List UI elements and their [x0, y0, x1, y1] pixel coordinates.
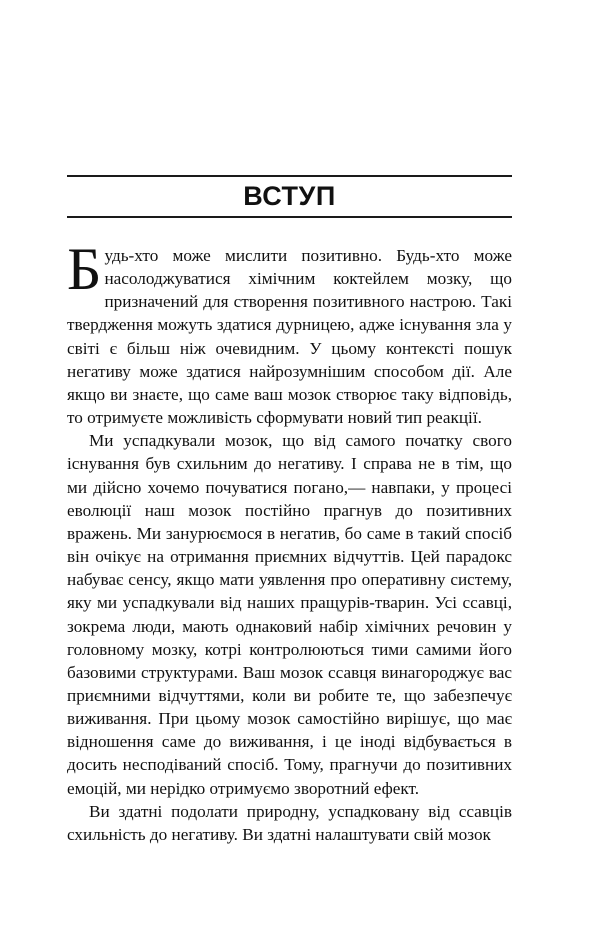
drop-cap: Б — [67, 236, 102, 302]
title-rule-bottom — [67, 216, 512, 218]
paragraph-1 — [67, 236, 512, 429]
body-text — [67, 236, 512, 846]
paragraph-3: Ви здатні подолати природну, успадковану від ссавців схильність до негативу. Ви здатні налаштувати свій мозок — [67, 801, 512, 844]
paragraph-2: Ми успадкували мозок, що від самого початку свого існування був схильним до негативу. І справа не в тім, що ми дійсно хочемо почуватися погано,— навпаки, у процесі еволюції наш мозок постійно прагнув до позитивних вражень. Ми занурюємося в негатив, бо саме в такий спосіб він очікує на отримання приємних відчуттів. Цей парадокс набуває сенсу, якщо мати уявлення про оперативну систему, яку ми успадкували від наших пращурів-тварин. Усі ссавці, зокрема люди, мають однаковий набір хімічних речовин у головному мозку, котрі контролюються тими самими його базовими структурами. Ваш мозок ссавця винагороджує вас приємними відчуттями, коли ви робите те, що забезпечує виживання. При цьому мозок самостійно вирішує, що має відношення саме до виживання, і це іноді відбувається в досить несподіваний спосіб. Тому, прагнучи до позитивних емоцій, ми нерідко отримуємо зворотний ефект. — [67, 431, 512, 798]
paragraph-1-text: удь-хто може мислити позитивно. Будь-хто може насолоджуватися хімічним коктейлем мозку, що призначений для створення позитивного настрою. Такі твердження можуть здатися дурницею, адже існування зла у світі є більш ніж очевидним. У цьому контексті пошук негативу може здатися найрозумнішим способом дії. Але якщо ви знаєте, що саме ваш мозок створює таку відповідь, то отримуєте можливість сформувати новий тип реакції. — [67, 246, 512, 428]
chapter-title: ВСТУП — [243, 181, 336, 211]
